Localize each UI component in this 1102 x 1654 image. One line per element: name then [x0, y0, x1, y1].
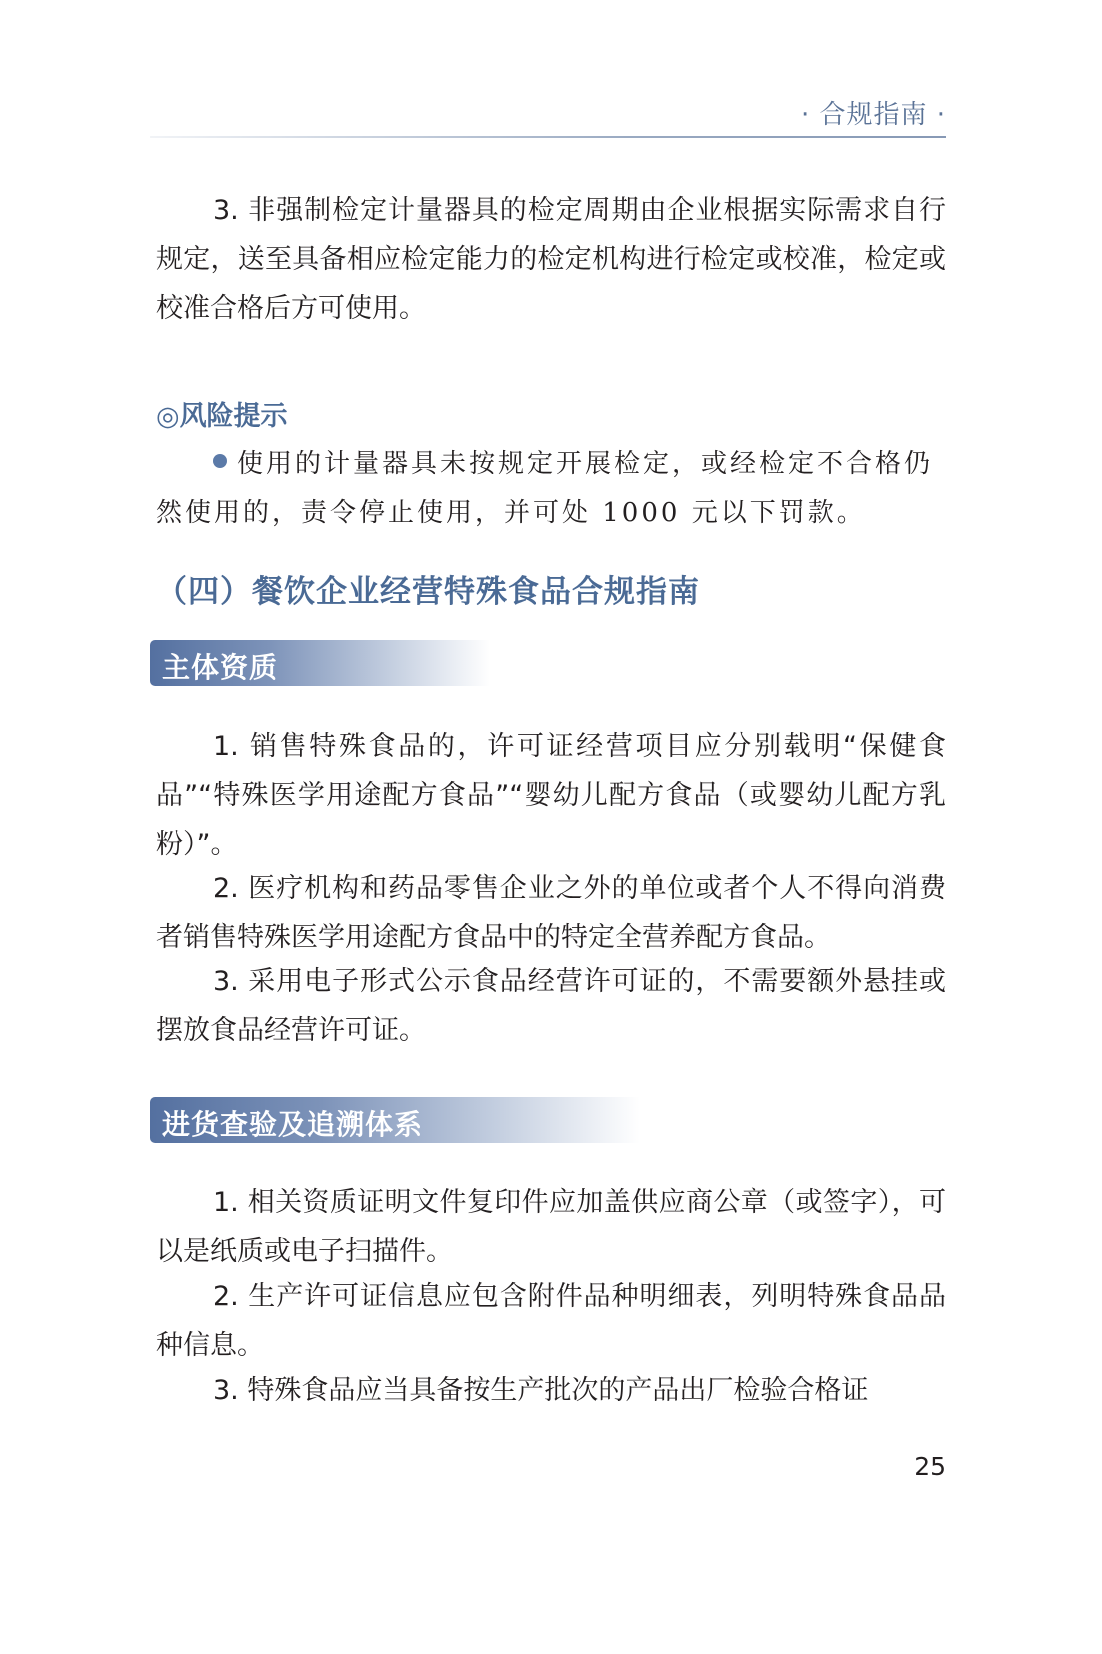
risk-text: 使用的计量器具未按规定开展检定，或经检定不合格仍然使用的，责令停止使用，并可处 1000 元以下罚款。 — [156, 449, 934, 528]
bullet-icon — [213, 454, 227, 468]
qualification-item-2: 2. 医疗机构和药品零售企业之外的单位或者个人不得向消费者销售特殊医学用途配方食品中的特定全营养配方食品。 — [156, 873, 946, 953]
qualification-label: 主体资质 — [162, 651, 279, 684]
purchase-label: 进货查验及追溯体系 — [162, 1108, 424, 1141]
page-number: 25 — [914, 1452, 946, 1481]
purchase-banner — [150, 1097, 640, 1143]
risk-paragraph — [156, 440, 946, 538]
header-title: · 合规指南 · — [800, 100, 946, 130]
risk-title — [156, 394, 288, 433]
section-heading: （四）餐饮企业经营特殊食品合规指南 — [156, 574, 700, 610]
qualification-banner — [150, 640, 490, 686]
purchase-item-3: 3. 特殊食品应当具备按生产批次的产品出厂检验合格证 — [213, 1375, 869, 1406]
risk-title-text: 风险提示 — [179, 401, 288, 432]
risk-mark: ◎ — [156, 401, 180, 432]
intro-item-3: 3. 非强制检定计量器具的检定周期由企业根据实际需求自行规定，送至具备相应检定能力的检定机构进行检定或校准，检定或校准合格后方可使用。 — [156, 195, 946, 324]
header-rule — [150, 136, 946, 138]
qualification-item-3: 3. 采用电子形式公示食品经营许可证的，不需要额外悬挂或摆放食品经营许可证。 — [156, 966, 946, 1046]
running-header — [150, 94, 946, 138]
purchase-item-1: 1. 相关资质证明文件复印件应加盖供应商公章（或签字），可以是纸质或电子扫描件。 — [156, 1187, 946, 1267]
qualification-item-1: 1. 销售特殊食品的，许可证经营项目应分别载明“保健食品”“特殊医学用途配方食品”“婴幼儿配方食品（或婴幼儿配方乳粉）”。 — [156, 731, 946, 860]
purchase-item-2: 2. 生产许可证信息应包含附件品种明细表，列明特殊食品品种信息。 — [156, 1281, 946, 1361]
